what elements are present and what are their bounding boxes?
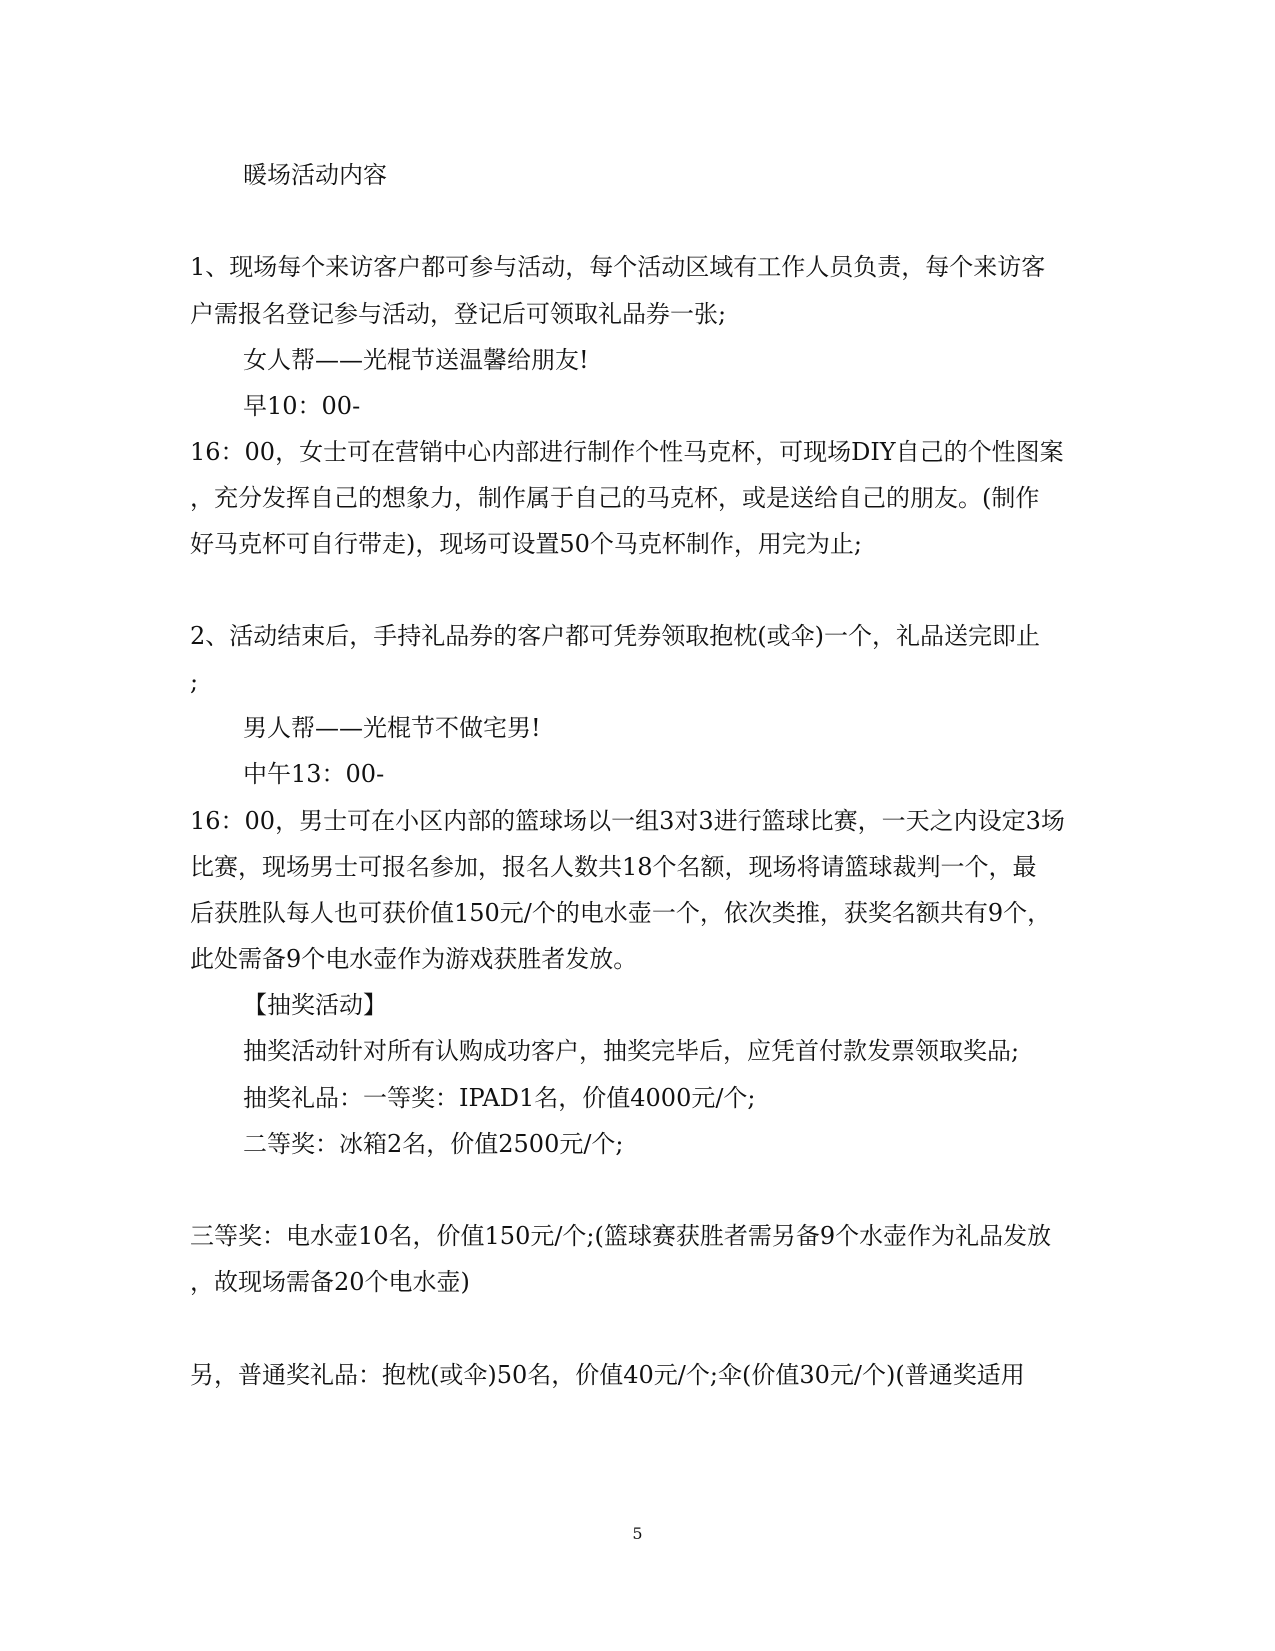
paragraph-line: 16：00，女士可在营销中心内部进行制作个性马克杯，可现场DIY自己的个性图案 xyxy=(190,438,1064,466)
paragraph-line: 2、活动结束后，手持礼品券的客户都可凭券领取抱枕(或伞)一个，礼品送完即止 xyxy=(190,622,1040,650)
paragraph-line: 16：00，男士可在小区内部的篮球场以一组3对3进行篮球比赛，一天之内设定3场 xyxy=(190,807,1065,835)
paragraph-line: 三等奖：电水壶10名，价值150元/个;(篮球赛获胜者需另备9个水壶作为礼品发放 xyxy=(190,1222,1052,1250)
paragraph-line: 好马克杯可自行带走)，现场可设置50个马克杯制作，用完为止; xyxy=(190,530,862,558)
paragraph-line: 另，普通奖礼品：抱枕(或伞)50名，价值40元/个;伞(价值30元/个)(普通奖适用 xyxy=(190,1361,1025,1389)
section-heading: 暖场活动内容 xyxy=(243,161,387,189)
paragraph-line: 1、现场每个来访客户都可参与活动，每个活动区域有工作人员负责，每个来访客 xyxy=(190,253,1046,281)
paragraph-line: 后获胜队每人也可获价值150元/个的电水壶一个，依次类推，获奖名额共有9个， xyxy=(190,899,1052,927)
paragraph-line: 二等奖：冰箱2名，价值2500元/个; xyxy=(243,1130,624,1158)
paragraph-line: ; xyxy=(190,668,199,696)
paragraph-line: 中午13：00- xyxy=(243,760,385,788)
activity-title: 女人帮——光棍节送温馨给朋友! xyxy=(243,346,589,374)
paragraph-line: 抽奖礼品：一等奖：IPAD1名，价值4000元/个; xyxy=(243,1084,756,1112)
lottery-heading: 【抽奖活动】 xyxy=(243,991,387,1019)
paragraph-line: ，故现场需备20个电水壶) xyxy=(190,1268,470,1296)
activity-title: 男人帮——光棍节不做宅男! xyxy=(243,714,541,742)
page-number: 5 xyxy=(632,1524,643,1543)
paragraph-line: 抽奖活动针对所有认购成功客户，抽奖完毕后，应凭首付款发票领取奖品; xyxy=(243,1037,1020,1065)
paragraph-line: 此处需备9个电水壶作为游戏获胜者发放。 xyxy=(190,945,638,973)
paragraph-line: 早10：00- xyxy=(243,392,361,420)
paragraph-line: 户需报名登记参与活动，登记后可领取礼品券一张; xyxy=(190,300,727,328)
paragraph-line: ，充分发挥自己的想象力，制作属于自己的马克杯，或是送给自己的朋友。(制作 xyxy=(190,484,1040,512)
paragraph-line: 比赛，现场男士可报名参加，报名人数共18个名额，现场将请篮球裁判一个，最 xyxy=(190,853,1037,881)
